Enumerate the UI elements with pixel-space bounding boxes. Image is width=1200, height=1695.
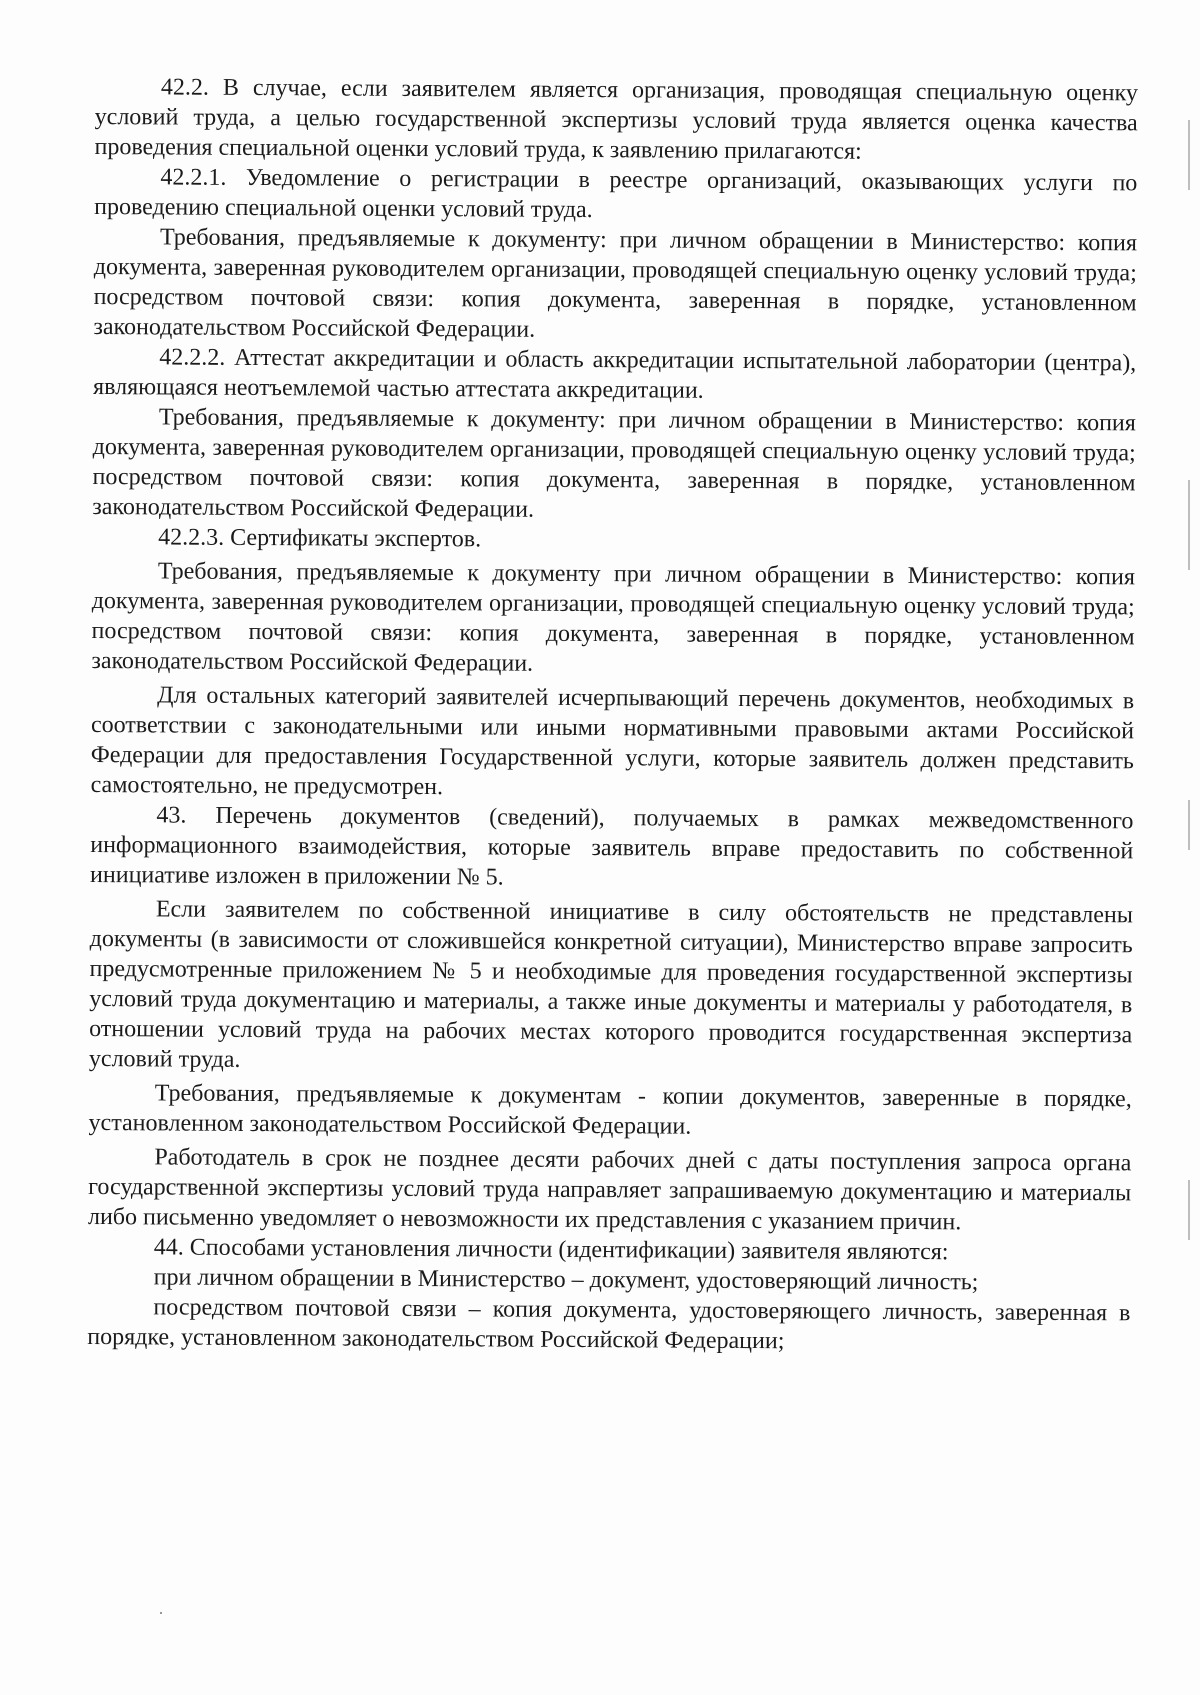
scan-edge-mark [1188,480,1190,570]
scan-edge-mark [1188,1180,1190,1240]
scan-dust-dot [160,1612,162,1614]
paragraph-employer-deadline: Работодатель в срок не позднее десяти рабочих дней с даты поступления запроса органа государственной экспертизы условий труда направляет запрашиваемую документацию и материалы либо письменно уведомляет о невозможности их представления с указанием причин. [87,1144,1132,1236]
paragraph-43: 43. Перечень документов (сведений), получаемых в рамках межведомственного информационного взаимодействия, которые заявитель вправе предоставить по собственной инициативе изложен в приложении № 5. [90,802,1134,891]
paragraph-42-2-2: 42.2.2. Аттестат аккредитации и область аккредитации испытательной лаборатории (центра), являющаяся неотъемлемой частью аттестата аккредитации. [92,344,1137,404]
paragraph-requirements-2: Требования, предъявляемые к документу: при личном обращении в Министерство: копия документа, заверенная руководителем организации, проводящей специальную оценку условий труда; посредством почтовой связи: копия документа, заверенная в порядке, установленном законодательством Российской Федерации. [92,404,1136,523]
paragraph-identification-personal: при личном обращении в Министерство – документ, удостоверяющий личность; [153,1264,979,1296]
paragraph-44: 44. Способами установления личности (идентификации) заявителя являются: [153,1234,949,1266]
paragraph-requirements-3: Требования, предъявляемые к документу при личном обращении в Министерство: копия документа, заверенная руководителем организации, проводящей специальную оценку условий труда; посредством почтовой связи: копия документа, заверенная в порядке, установленном законодательством Российской Федерации. [91,558,1136,677]
paragraph-other-categories: Для остальных категорий заявителей исчерпывающий перечень документов, необходимых в соответствии с законодательными или иными нормативными правовыми актами Российской Федерации для предоставления Государственной услуги, которые заявитель должен представить самостоятельно, не предусмотрен. [90,682,1135,801]
scan-edge-mark [1188,120,1190,190]
paragraph-42-2-3: 42.2.3. Сертификаты экспертов. [158,524,482,553]
scan-edge-mark [1188,800,1190,850]
paragraph-42-2: 42.2. В случае, если заявителем является организация, проводящая специальную оценку условий труда, а целью государственной экспертизы условий труда является оценка качества проведения специальной оценки условий труда, к заявлению прилагаются: [94,74,1138,165]
paragraph-requirements-copies: Требования, предъявляемые к документам - копии документов, заверенные в порядке, установленном законодательством Российской Федерации. [88,1080,1132,1140]
paragraph-42-2-1: 42.2.1. Уведомление о регистрации в реестре организаций, оказывающих услуги по проведению специальной оценки условий труда. [94,164,1138,224]
paragraph-identification-postal: посредством почтовой связи – копия документа, удостоверяющего личность, заверенная в порядке, установленном законодательством Российской Федерации; [87,1294,1131,1355]
paragraph-requirements-1: Требования, предъявляемые к документу: при личном обращении в Министерство: копия документа, заверенная руководителем организации, проводящей специальную оценку условий труда; посредством почтовой связи: копия документа, заверенная в порядке, установленном законодательством Российской Федерации. [93,224,1138,343]
paragraph-if-not-submitted: Если заявителем по собственной инициативе в силу обстоятельств не представлены документы (в зависимости от сложившейся конкретной ситуации), Министерство вправе запросить предусмотренные приложением № 5 и необходимые для проведения государственной экспертизы условий труда документацию и материалы, а также иные документы и материалы у работодателя, в отношении условий труда на рабочих местах которого проводится государственная экспертиза условий труда. [88,896,1133,1073]
document-body [87,72,1138,1358]
scan-edge-marks [1180,0,1200,1695]
